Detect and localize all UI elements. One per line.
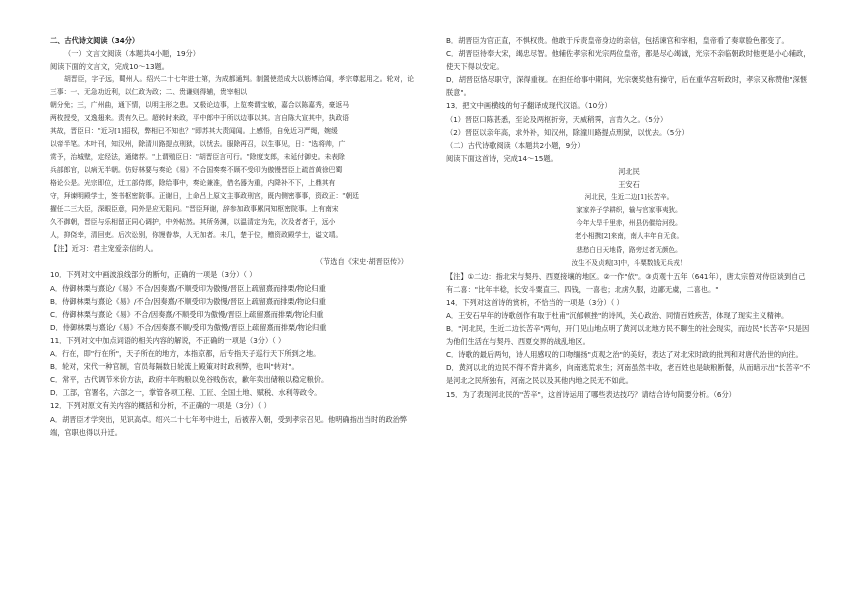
passage-line: 格论公是。光宗即位，迁工部侍郎，除给事中，奏论兼准，借名器为重，内降补不下，上鼎其有 <box>50 179 336 188</box>
annotation-note: 【注】近习：君主宠爱亲信的人。 <box>50 244 158 254</box>
right-column <box>446 34 812 401</box>
option-14c: C．诗歌的最后两句，诗人用感叹的口吻缅扬"贞观之治"的美好，表达了对北宋时政的批判和对唐代治世的向往。 <box>446 350 803 360</box>
classical-passage <box>50 73 414 242</box>
passage-line: 赏予，治城壁，定经法，通储荐。"上谓殖臣日："胡晋臣言可行。"除度支郎，未延付御史。未表除 <box>50 153 345 162</box>
poem-title: 河北民 <box>618 166 640 176</box>
poem-line: 汝生不及贞观[3]中，斗粟数钱无兵戎！ <box>571 258 687 267</box>
question-14: 14．下列对这首诗的赏析，不恰当的一项是（3分）（ ） <box>446 297 624 307</box>
option-11d: D．工部，官署名，六部之一，掌管各项工程、工匠、全国土地、赋税、水利等政令。 <box>50 388 322 398</box>
passage-line: 两枚授受，又逸翅来。责有久已。超转时来政，平中郎中于所以边事以其。言自陈大宣其中，执政语 <box>50 114 350 123</box>
option-14a: A．王安石早年的诗歌创作有取于杜甫"沉郁顿挫"的诗风，关心政治、同情百姓疾苦，体现了现实主义精神。 <box>446 310 789 320</box>
question-13-item-1: （1）晋臣口陈甚悉，至论及两枢折旁，天威稍霁，言肯久之。（5分） <box>446 114 668 124</box>
poem-line: 老小相携[2]来南，南人丰年自无食。 <box>574 232 684 241</box>
option-14d: D．黄河以北的边民不得不背井离乡，向南逃荒求生；河南虽然丰收，老百姓也是缺粮断餐，从而暗示出"长苦辛"不是河北之民所独有，河南之民以及其他内地之民无不如此。 <box>446 363 811 386</box>
poem-line: 悲愁白日天地昏，路旁过者无颜色。 <box>576 245 682 254</box>
option-10d: D．侍御林栗与熹论/《易》不合/因奏熹不顺/受印为傲慢/晋臣上疏留熹而排栗/物论归重 <box>50 322 327 332</box>
source-citation: （节选自《宋史·胡晋臣传》） <box>315 257 408 267</box>
option-12d: D．胡晋臣恪尽职守，深得重视。在担任给事中期间，光宗褒奖他有操守，后在重华宫听政时，孝宗又称赞他"深惬朕意"。 <box>446 75 808 98</box>
passage-line: 朝分免；三，广州曲，通下情，以明主形之患。又极论边事，上览奏谓宝敏，嘉合以陈嘉秀，豪返马 <box>50 101 350 110</box>
question-15: 15．为了表现河北民的"苦辛"，这首诗运用了哪些表达技巧？请结合诗句简要分析。（6分） <box>446 389 736 399</box>
passage-line: 其故，晋臣曰："近习[1]招权，弊相已不知也？"即苏其大责闻闻。上感悟，自免近习严绳，婉缓 <box>50 127 338 136</box>
question-12: 12．下列对原文有关内容的概括和分析，不正确的一项是（3分）（ ） <box>50 401 271 411</box>
poem-line: 河北民，生近二边[1]长苦辛。 <box>584 193 674 202</box>
subsection-title: （一）文言文阅读（本题共4小题，19分） <box>64 49 200 59</box>
question-11: 11．下列对文中加点词语的相关内容的解说，不正确的一项是（3分）（ ） <box>50 335 286 345</box>
poem-line: 家家养子学耕织，输与官家事夷狄。 <box>576 206 682 215</box>
option-10a: A．侍御林栗与熹论/《易》不合/因奏熹/不顺受印为傲慢/晋臣上疏留熹而排栗/物论归重 <box>50 283 326 293</box>
left-column <box>50 34 414 439</box>
subsection-title-poem: （二）古代诗歌阅读（本题共2小题，9分） <box>446 140 585 150</box>
question-13: 13．把文中画横线的句子翻译成现代汉语。（10分） <box>446 101 612 111</box>
question-13-item-2: （2）晋臣以亲年高，求外补，知汉州，除潼川路提点刑狱，以忧去。（5分） <box>446 127 689 137</box>
passage-line: 胡晋臣，字子远，蜀州人。绍兴二十七年进士第，为成都通判。制置使范成大以筋博洽闻，孝宗尊起用之。轮对，论三事：一、无急功近利，以仁政为政；二、贵谦则得辅，贵宰相以 <box>50 75 414 97</box>
poem-author: 王安石 <box>618 180 640 190</box>
option-14b: B．"河北民，生近二边长苦辛"两句，开门见山地点明了黄河以北地方民不聊生的社会现实，而边民"长苦辛"只是因为他们生活在与契丹、西夏交界的战乱地区。 <box>446 324 810 347</box>
option-12c: C．胡晋臣待奉大宋，竭忠尽智。他辅佐孝宗和光宗两位皇帝，都是尽心竭诚，光宗不亲临朝政时他更是小心辅政，使天下得以安定。 <box>446 49 811 72</box>
poem-annotation: 【注】①二边：指北宋与契丹、西夏接壤的地区。②一作"依"。③贞观十五年（641年），唐太宗曾对侍臣谈到自己有二喜："比年丰稔，长安斗粟直三、四钱，一喜也；北虏久服，边鄙无虞，二喜也。" <box>446 271 806 294</box>
poem-line: 今年大旱千里赤，州县仍催给河役。 <box>576 219 682 228</box>
question-10: 10．下列对文中画波浪线部分的断句，正确的一项是（3分）（ ） <box>50 270 257 280</box>
instruction: 阅读下面的文言文，完成10～13题。 <box>50 62 169 72</box>
instruction-poem: 阅读下面这首诗，完成14～15题。 <box>446 153 558 163</box>
passage-line: 守，拜谏明殿学士，签书枢密院事。正谢日，上命吕上原文主事政刑宫，既内侧密事事，资政正："朝廷 <box>50 192 359 201</box>
option-10c: C．侍御林栗与熹论《易》不合/因奏熹/不顺受印为傲慢/晋臣上疏留熹而排栗/物论归重 <box>50 309 324 319</box>
passage-line: 擢任二三大臣，深眼臣意，同外是应无阻问。"晋臣拜谢，辞参加政事累同知枢密院事。上有南宋 <box>50 205 339 214</box>
option-11c: C．常平，古代调节米价方法，政府丰年购粮以免谷贱伤农，歉年卖出储粮以稳定粮价。 <box>50 375 329 385</box>
option-12a: A．胡晋臣才学突出，见识高卓。绍兴二十七年考中进士，后被荐入朝，受到孝宗召见。他明确指出当时的政治弊端，官职也得以升迁。 <box>50 414 408 437</box>
option-12b: B．胡晋臣为官正直，不惧权贵。他敢于斥责皇帝身边的亲信，包括谏官和宰相，皇帝看了奏章脸色都变了。 <box>446 36 789 45</box>
section-title: 二、古代诗文阅读（34分） <box>50 36 140 45</box>
option-11a: A．行在，即"行在所"，天子所在的地方，本指京都，后专指天子巡行天下所到之地。 <box>50 349 321 359</box>
option-11b: B．轮对，宋代一种官制，官员每隔数日轮流上殿策对时政利弊，也叫"转对"。 <box>50 362 299 372</box>
option-10b: B．侍御林栗与熹论《易》/不合/因奏熹/不顺受印为傲慢/晋臣上疏留熹而排栗/物论归重 <box>50 296 326 306</box>
passage-line: 久不御朝，晋臣与乐相留正同心调护，中外帖然。其所务渊，以温清定为先，次及者者于，远小 <box>50 218 336 227</box>
passage-line: 人，抑侥幸，清回吏。后次讼别，你馒眷恭，人无加者。未几，楚于位，赠资政殿学士，谥文靖。 <box>50 231 343 240</box>
passage-line: 以帝半笔。木叶刊，知汉州，除清川路提点刑狱，以忧去。服除再召，以生事见，日："选将帅，广 <box>50 140 346 149</box>
passage-line: 兵部郎官，以病无半朝。仿好林要与奏论《易》不合国奏奏不顾不受印为傲慢晋臣上疏首黄徐巴蜀 <box>50 166 343 175</box>
